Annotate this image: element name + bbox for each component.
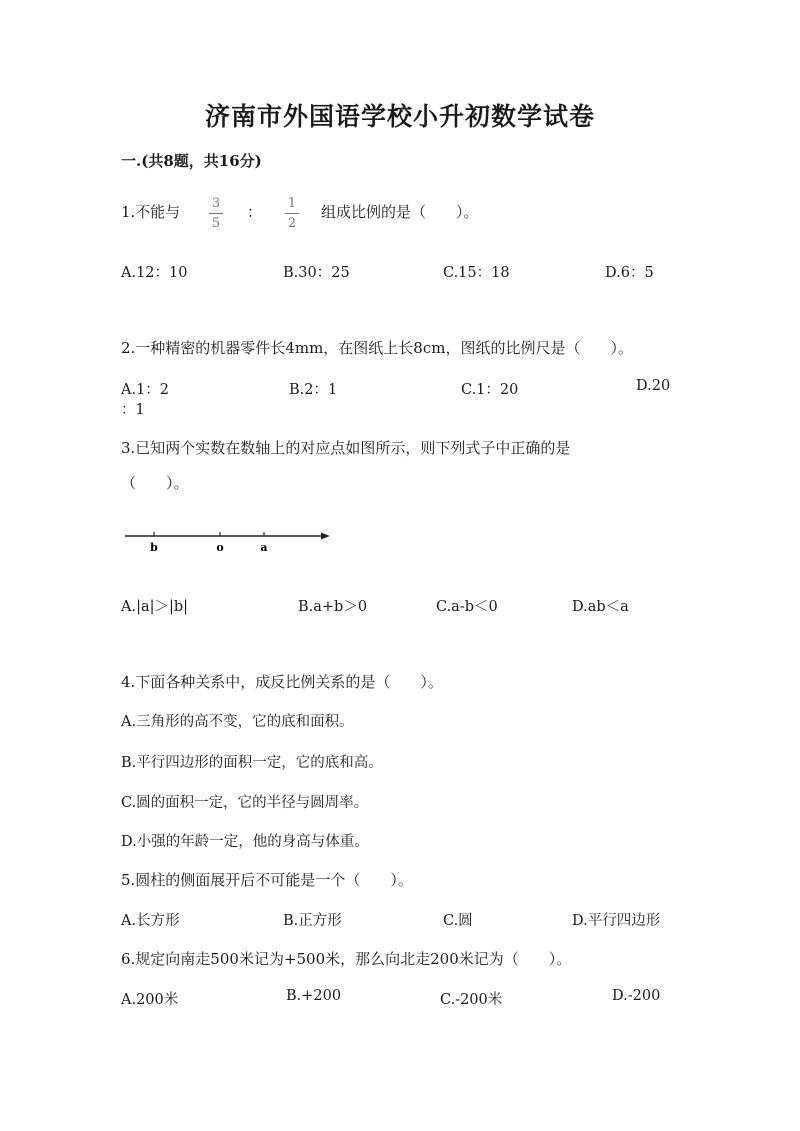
q4-option-a: A.三角形的高不变，它的底和面积。 xyxy=(121,714,354,730)
question-3-text: 3.已知两个实数在数轴上的对应点如图所示，则下列式子中正确的是 xyxy=(121,439,571,457)
q6-option-b: B.+200 xyxy=(286,988,342,1004)
q5-option-b: B.正方形 xyxy=(283,913,342,929)
fraction-numerator: 1 xyxy=(287,196,297,211)
fraction-three-fifths xyxy=(209,196,223,232)
page-title: 济南市外国语学校小升初数学试卷 xyxy=(204,102,595,131)
q5-option-a: A.长方形 xyxy=(121,913,180,929)
label-b: b xyxy=(150,541,158,554)
q4-option-d: D.小强的年龄一定，他的身高与体重。 xyxy=(121,834,369,850)
question-1-suffix: 组成比例的是（ ）。 xyxy=(321,203,479,221)
question-1-prefix: 1.不能与 xyxy=(121,203,181,221)
fraction-one-half xyxy=(285,196,299,232)
question-6-text: 6.规定向南走500米记为+500米，那么向北走200米记为（ ）。 xyxy=(121,950,572,968)
q1-option-d: D.6：5 xyxy=(605,265,654,281)
question-3-text-continued: （ ）。 xyxy=(121,474,189,492)
label-o: o xyxy=(216,541,224,554)
section-heading: 一.(共8题，共16分) xyxy=(121,152,262,170)
q3-option-c: C.a-b＜0 xyxy=(436,599,498,615)
q3-option-d: D.ab＜a xyxy=(572,599,629,615)
q3-option-b: B.a+b＞0 xyxy=(298,599,368,615)
question-5-text: 5.圆柱的侧面展开后不可能是一个（ ）。 xyxy=(121,871,413,889)
number-line-arrow xyxy=(321,533,330,540)
question-2-text: 2.一种精密的机器零件长4mm，在图纸上长8cm，图纸的比例尺是（ ）。 xyxy=(121,339,633,357)
q4-option-c: C.圆的面积一定，它的半径与圆周率。 xyxy=(121,795,369,811)
q6-option-c: C.-200米 xyxy=(440,992,503,1008)
q2-option-d: D.20 xyxy=(636,378,671,394)
q1-option-a: A.12：10 xyxy=(121,265,188,281)
q2-option-b: B.2：1 xyxy=(289,382,338,398)
question-4-text: 4.下面各种关系中，成反比例关系的是（ ）。 xyxy=(121,673,443,691)
q6-option-a: A.200米 xyxy=(121,992,179,1008)
ratio-colon: ： xyxy=(247,203,263,221)
q1-option-c: C.15：18 xyxy=(443,265,510,281)
q2-option-d-wrap: ：1 xyxy=(121,402,145,418)
fraction-numerator: 3 xyxy=(211,196,221,211)
q4-option-b: B.平行四边形的面积一定，它的底和高。 xyxy=(121,755,383,771)
q6-option-d: D.-200 xyxy=(612,988,661,1004)
label-a: a xyxy=(260,541,268,554)
fraction-denominator: 5 xyxy=(211,216,221,231)
q1-option-b: B.30：25 xyxy=(283,265,350,281)
q5-option-c: C.圆 xyxy=(443,913,473,929)
fraction-denominator: 2 xyxy=(287,216,297,231)
q2-option-a: A.1：2 xyxy=(121,382,170,398)
q3-option-a: A.|a|＞|b| xyxy=(121,599,189,615)
q2-option-c: C.1：20 xyxy=(461,382,519,398)
number-line-figure xyxy=(120,525,335,557)
q5-option-d: D.平行四边形 xyxy=(572,913,661,929)
